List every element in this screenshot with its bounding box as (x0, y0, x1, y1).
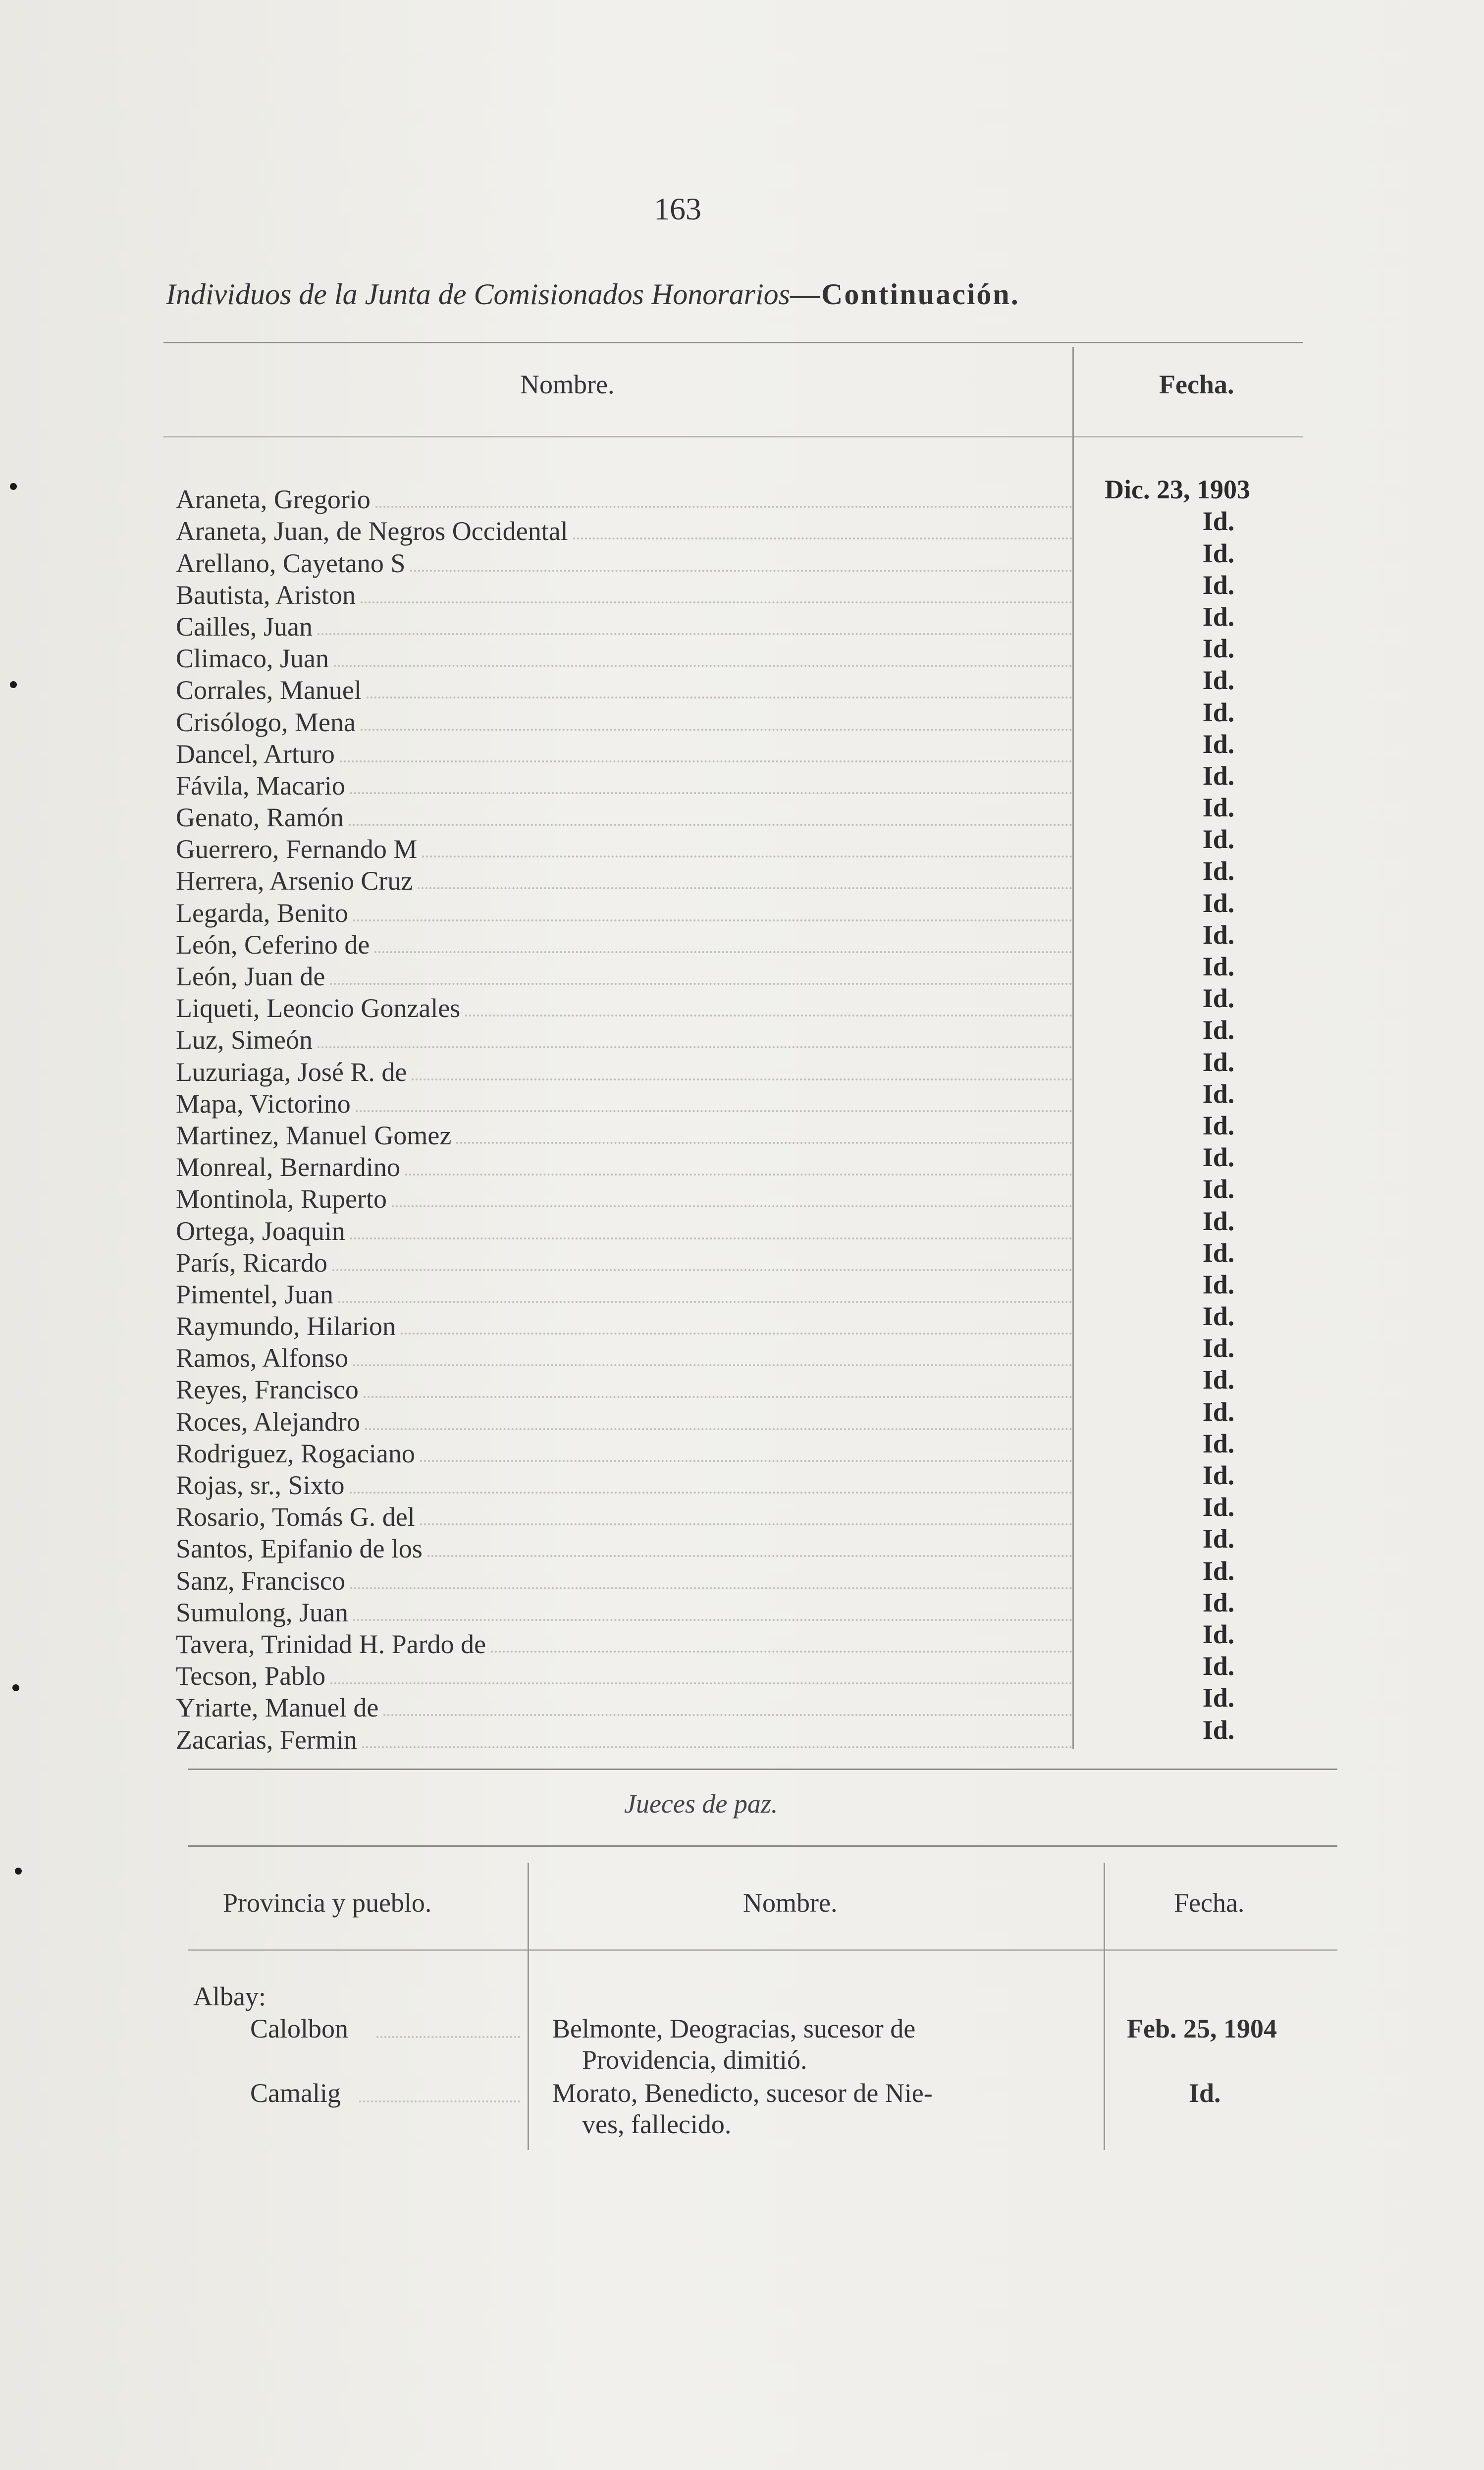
column-divider (1072, 347, 1074, 1749)
leader-dots (401, 1333, 1072, 1335)
leader-dots (465, 1015, 1072, 1017)
table-row (176, 674, 1072, 705)
member-name: Raymundo, Hilarion (176, 1311, 396, 1342)
leader-dots (367, 697, 1072, 698)
table-row (176, 1342, 1072, 1373)
member-date: Id. (1202, 1174, 1235, 1204)
town-calolbon: Calolbon (250, 2014, 348, 2043)
header-fecha: Fecha. (1159, 370, 1234, 399)
member-name: Guerrero, Fernando M (176, 834, 418, 864)
table-row (176, 928, 1072, 960)
leader-dots (334, 665, 1072, 667)
table-row (176, 1628, 1072, 1660)
member-name: Arellano, Cayetano S (176, 548, 406, 578)
member-date: Id. (1202, 952, 1235, 981)
table-row (176, 515, 1072, 546)
table-row (176, 546, 1072, 578)
table-row (176, 1373, 1072, 1405)
table-row (176, 705, 1072, 737)
leader-dots (350, 1492, 1072, 1494)
member-date: Id. (1202, 983, 1235, 1014)
member-name: Cailles, Juan (176, 611, 313, 642)
member-date: Id. (1202, 1651, 1235, 1681)
table-row (176, 1087, 1072, 1119)
member-date: Id. (1202, 1619, 1235, 1649)
subtitle-italic: Individuos de la Junta de Comisionados Honorarios (166, 278, 790, 311)
leader-dots (410, 570, 1072, 572)
member-name: Martinez, Manuel Gomez (176, 1120, 452, 1150)
table-row (176, 992, 1072, 1023)
table-row (176, 1246, 1072, 1278)
leader-dots (332, 1269, 1072, 1271)
member-name: Liqueti, Leoncio Gonzales (176, 993, 461, 1023)
member-name: Yriarte, Manuel de (176, 1693, 379, 1723)
leader-dots (422, 856, 1072, 858)
member-date: Id. (1202, 729, 1235, 759)
justice-name-1a: Belmonte, Deogracias, sucesor de (552, 2014, 916, 2043)
leader-dots (330, 983, 1072, 985)
table-row (176, 960, 1072, 992)
table-row (176, 864, 1072, 896)
member-name: Mapa, Victorino (176, 1088, 351, 1119)
member-name: Montinola, Ruperto (176, 1184, 387, 1214)
member-name: París, Ricardo (176, 1247, 327, 1278)
table-row (176, 1278, 1072, 1310)
member-date: Id. (1202, 1047, 1235, 1077)
member-name: Roces, Alejandro (176, 1406, 360, 1437)
member-date: Id. (1202, 697, 1235, 727)
member-date: Id. (1202, 1110, 1235, 1140)
table-row (176, 1469, 1072, 1501)
header-provincia: Provincia y pueblo. (223, 1888, 432, 1918)
leader-dots (376, 2036, 520, 2038)
table-row (176, 1660, 1072, 1691)
member-date: Id. (1202, 538, 1235, 568)
table-row (176, 1437, 1072, 1469)
member-name: Tecson, Pablo (176, 1661, 326, 1691)
leader-dots (330, 1682, 1072, 1684)
leader-dots (412, 1078, 1072, 1080)
member-name: Dancel, Arturo (176, 739, 335, 769)
jueces-header-rule (188, 1949, 1337, 1951)
table-top-rule (163, 342, 1303, 343)
leader-dots (318, 633, 1072, 635)
table-row (176, 769, 1072, 801)
table-row (176, 483, 1072, 515)
header-nombre-jueces: Nombre. (743, 1888, 838, 1918)
member-name: Luz, Simeón (176, 1025, 313, 1055)
member-date: Id. (1202, 1524, 1235, 1554)
member-date: Id. (1202, 1333, 1235, 1363)
member-name: Ortega, Joaquin (176, 1216, 345, 1246)
table-row (176, 1596, 1072, 1628)
table-row (176, 1055, 1072, 1087)
member-name: Sanz, Francisco (176, 1565, 345, 1596)
member-date: Id. (1202, 1460, 1235, 1490)
member-name: Corrales, Manuel (176, 675, 362, 705)
member-name: Luzuriaga, José R. de (176, 1057, 407, 1087)
justice-name-1b: Providencia, dimitió. (582, 2045, 807, 2075)
member-name: Rosario, Tomás G. del (176, 1502, 415, 1532)
member-name: León, Juan de (176, 962, 325, 991)
leader-dots (353, 1364, 1072, 1366)
member-date: Id. (1202, 1492, 1235, 1522)
leader-dots (349, 824, 1072, 826)
leader-dots (374, 951, 1072, 953)
margin-mark (15, 1868, 22, 1875)
member-date: Id. (1202, 1237, 1235, 1268)
table-row (176, 738, 1072, 769)
justice-name-2b: ves, fallecido. (582, 2109, 732, 2139)
member-date: Id. (1202, 601, 1235, 632)
table-row (176, 1723, 1072, 1755)
member-date: Id. (1202, 1556, 1235, 1586)
page-subtitle (166, 277, 1020, 312)
jueces-top-rule (188, 1845, 1337, 1847)
leader-dots (359, 2100, 520, 2102)
member-date: Id. (1202, 570, 1235, 600)
page-number: 163 (654, 191, 701, 226)
member-date: Id. (1202, 824, 1235, 855)
table-row (176, 642, 1072, 674)
table-row (176, 1532, 1072, 1564)
leader-dots (338, 1301, 1072, 1303)
justice-date-1: Feb. 25, 1904 (1127, 2014, 1277, 2043)
member-name: Herrera, Arsenio Cruz (176, 866, 413, 896)
leader-dots (427, 1555, 1072, 1557)
member-name: Genato, Ramón (176, 803, 344, 833)
table-row (176, 1691, 1072, 1723)
member-name: Araneta, Juan, de Negros Occidental (176, 516, 568, 546)
leader-dots (356, 1110, 1072, 1112)
leader-dots (365, 1428, 1072, 1430)
leader-dots (420, 1523, 1072, 1525)
member-date: Id. (1202, 634, 1235, 664)
table-row (176, 896, 1072, 928)
member-date: Id. (1202, 1396, 1235, 1427)
leader-dots (353, 1619, 1072, 1621)
margin-mark (10, 681, 17, 688)
table-row (176, 1405, 1072, 1437)
member-names-column (176, 483, 1072, 1755)
leader-dots (353, 919, 1072, 921)
leader-dots (418, 887, 1072, 889)
member-name: Fávila, Macario (176, 770, 345, 801)
jueces-divider-1 (528, 1863, 529, 2150)
member-name: Araneta, Gregorio (176, 484, 371, 515)
leader-dots (375, 506, 1072, 508)
leader-dots (383, 1714, 1072, 1716)
table-row (176, 1214, 1072, 1246)
table-row (176, 1182, 1072, 1214)
header-rule (163, 436, 1303, 437)
justice-name-2a: Morato, Benedicto, sucesor de Nie- (552, 2078, 933, 2108)
member-date: Id. (1202, 793, 1235, 823)
member-date: Id. (1202, 856, 1235, 886)
table-row (176, 579, 1072, 610)
member-date: Id. (1202, 1715, 1235, 1745)
member-name: Climaco, Juan (176, 644, 329, 674)
member-date: Id. (1202, 1428, 1235, 1458)
table-row (176, 1310, 1072, 1342)
table-row (176, 1023, 1072, 1055)
leader-dots (456, 1142, 1072, 1144)
leader-dots (340, 760, 1072, 762)
member-date: Id. (1202, 760, 1235, 791)
leader-dots (362, 1746, 1072, 1748)
member-date: Id. (1202, 1142, 1235, 1173)
member-name: Zacarias, Fermin (176, 1724, 357, 1755)
table-row (176, 1119, 1072, 1151)
leader-dots (361, 601, 1072, 603)
leader-dots (318, 1046, 1072, 1048)
justice-date-2: Id. (1189, 2078, 1221, 2108)
leader-dots (405, 1174, 1072, 1176)
margin-mark (10, 483, 17, 490)
leader-dots (361, 729, 1072, 731)
member-name: Rojas, sr., Sixto (176, 1470, 345, 1500)
member-name: León, Ceferino de (176, 929, 370, 960)
member-date: Id. (1202, 1683, 1235, 1713)
member-name: Tavera, Trinidad H. Pardo de (176, 1629, 486, 1659)
subtitle-bold: —Continuación. (790, 278, 1020, 311)
margin-mark (12, 1684, 19, 1691)
jueces-divider-2 (1104, 1863, 1105, 2150)
header-nombre: Nombre. (520, 370, 615, 399)
leader-dots (573, 537, 1072, 539)
province-albay: Albay: (193, 1982, 266, 2011)
table-bottom-rule (188, 1769, 1337, 1770)
section-title: Jueces de paz. (624, 1789, 778, 1819)
member-date: Id. (1202, 506, 1235, 537)
member-date: Id. (1202, 665, 1235, 696)
member-date: Id. (1202, 1365, 1235, 1395)
member-name: Bautista, Ariston (176, 580, 356, 610)
member-date: Id. (1202, 1078, 1235, 1109)
leader-dots (350, 792, 1072, 794)
table-row (176, 610, 1072, 642)
leader-dots (364, 1396, 1072, 1398)
member-name: Legarda, Benito (176, 898, 348, 928)
member-name: Crisólogo, Mena (176, 707, 356, 737)
member-name: Ramos, Alfonso (176, 1343, 349, 1373)
table-row (176, 1564, 1072, 1596)
member-date: Id. (1202, 1015, 1235, 1045)
table-row (176, 1501, 1072, 1532)
member-dates-column (1105, 473, 1332, 1745)
member-name: Monreal, Bernardino (176, 1152, 400, 1182)
leader-dots (420, 1460, 1072, 1462)
leader-dots (392, 1205, 1072, 1207)
town-camalig: Camalig (250, 2078, 341, 2108)
member-date: Dic. 23, 1903 (1105, 475, 1250, 505)
header-fecha-jueces: Fecha. (1174, 1888, 1245, 1918)
table-row (176, 833, 1072, 864)
member-date: Id. (1202, 919, 1235, 950)
leader-dots (350, 1587, 1072, 1589)
leader-dots (350, 1237, 1072, 1239)
member-date: Id. (1202, 1587, 1235, 1617)
member-name: Santos, Epifanio de los (176, 1534, 423, 1564)
member-name: Sumulong, Juan (176, 1597, 349, 1627)
member-date: Id. (1202, 1206, 1235, 1236)
member-name: Rodriguez, Rogaciano (176, 1438, 415, 1468)
table-row (176, 1151, 1072, 1182)
member-date: Id. (1202, 1269, 1235, 1299)
member-name: Pimentel, Juan (176, 1279, 333, 1309)
table-row (176, 801, 1072, 833)
member-name: Reyes, Francisco (176, 1375, 359, 1405)
member-date: Id. (1202, 1301, 1235, 1332)
member-date: Id. (1202, 888, 1235, 918)
leader-dots (491, 1651, 1072, 1653)
